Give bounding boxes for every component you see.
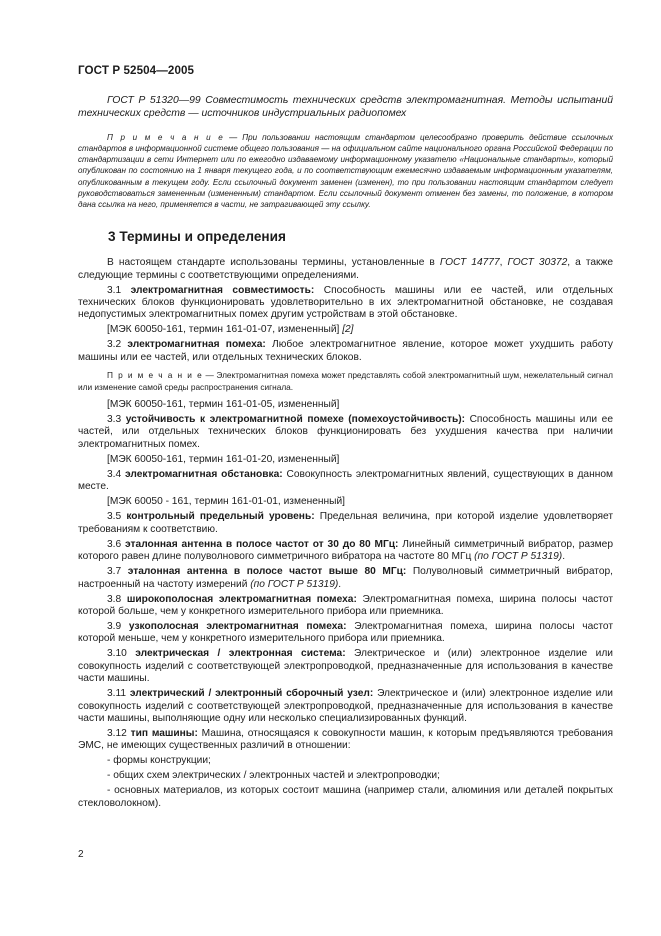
term-3-9: 3.9 узкополосная электромагнитная помеха: Электромагнитная помеха, ширина полосы частот которой меньше, чем у конкретного измерительного прибора или приемника. bbox=[78, 620, 613, 645]
page-number: 2 bbox=[78, 849, 84, 860]
ref-gost-14777: ГОСТ 14777 bbox=[439, 257, 500, 269]
term-definition: Способность машины или ее частей, или отдельных технических блоков функционировать удовлетворительно в их электромагнитной обстановке, не создавая недопустимых электромагнитных помех другим устройствам в этой обстановке. bbox=[78, 284, 613, 321]
ref-gost-30372: ГОСТ 30372 bbox=[507, 257, 568, 269]
term-definition: Любое электромагнитное явление, которое может ухудшить работу машины или ее частей, или отдельных технических блоков. bbox=[78, 339, 614, 363]
term-3-10: 3.10 электрическая / электронная система: Электрическое и (или) электронное изделие или совокупность изделий с соответствующей электропроводкой, предназначенные для использования в качестве части машины. bbox=[78, 648, 613, 685]
list-item: - основных материалов, из которых состоит машина (например стали, алюминия или деталей покрытых стекловолокном). bbox=[78, 785, 613, 809]
term-definition: Машина, относящаяся к совокупности машин, к которым предъявляются требования ЭМС, не имеющих существенных различий в отношении: bbox=[78, 727, 613, 752]
term-3-1-source: [МЭК 60050-161, термин 161-01-07, измененный] [2] bbox=[107, 324, 354, 336]
standard-ref: (по ГОСТ Р 51319) bbox=[250, 578, 339, 590]
term-3-1: 3.1 электромагнитная совместимость: Способность машины или ее частей, или отдельных технических блоков функционировать удовлетворительно в их электромагнитной обстановке, не создавая недопустимых электромагнитных помех другим устройствам в этой обстановке. bbox=[78, 284, 613, 321]
standard-ref: (по ГОСТ Р 51319) bbox=[474, 551, 563, 563]
term-definition: Линейный симметричный вибратор, размер которого равен длине полуволнового симметричного вибратора на частоте 80 МГц bbox=[78, 538, 613, 563]
term-3-12: 3.12 тип машины: Машина, относящаяся к совокупности машин, к которым предъявляются требования ЭМС, не имеющих существенных различий в отношении: bbox=[78, 727, 613, 752]
term-definition: Предельная величина, при которой изделие удовлетворяет требованиям к соответствию. bbox=[78, 511, 614, 535]
term-3-3-source: [МЭК 60050-161, термин 161-01-20, измененный] bbox=[107, 453, 340, 465]
term-name: электромагнитная обстановка: bbox=[125, 468, 283, 480]
document-header: ГОСТ Р 52504—2005 bbox=[78, 64, 195, 77]
bibliography-ref: [2] bbox=[342, 324, 354, 336]
note-interference bbox=[78, 370, 613, 393]
section-title: 3 Термины и определения bbox=[108, 229, 286, 245]
reference-standard: ГОСТ Р 51320—99 Совместимость технических средств электромагнитная. Методы испытаний технических средств — источников индустриальных радиопомех bbox=[78, 95, 613, 120]
term-3-2-source: [МЭК 60050-161, термин 161-01-05, измененный] bbox=[107, 399, 340, 411]
term-3-4-source: [МЭК 60050 - 161, термин 161-01-01, измененный] bbox=[107, 496, 346, 508]
term-definition: Электромагнитная помеха, ширина полосы частот которой меньше, чем у конкретного измерительного прибора или приемника. bbox=[78, 620, 613, 645]
term-definition: Полуволновый симметричный вибратор, настроенный на частоту измерений bbox=[78, 566, 614, 590]
note-text: — При пользовании настоящим стандартом целесообразно проверить действие ссылочных стандартов в информационной системе общего пользования — на официальном сайте национального органа Российской Федерации по стандартизации в сети Интернет или по ежегодно издаваемому информационному указателю «Национальные стандарты», который опубликован по состоянию на 1 января текущего года, и по соответствующим ежемесячно издаваемым информационным указателям, опубликованным в текущем году. Если ссылочный документ заменен (изменен), то при пользовании настоящим стандартом следует руководствоваться замененным (измененным) стандартом. Если ссылочный документ отменен без замены, то положение, в котором дана ссылка на него, применяется в части, не затрагивающей эту ссылку. bbox=[78, 132, 613, 210]
term-definition: Совокупность электромагнитных явлений, существующих в данном месте. bbox=[78, 468, 613, 493]
term-name: электрический / электронный сборочный узел: bbox=[129, 688, 374, 700]
term-name: устойчивость к электромагнитной помехе (помехоустойчивость): bbox=[125, 414, 466, 426]
term-definition: Электромагнитная помеха, ширина полосы частот которой больше, чем у конкретного измерительного прибора или приемника. bbox=[78, 593, 613, 617]
term-3-5: 3.5 контрольный предельный уровень: Предельная величина, при которой изделие удовлетворяет требованиям к соответствию. bbox=[78, 511, 614, 535]
list-item: - общих схем электрических / электронных частей и электропроводки; bbox=[107, 770, 440, 782]
term-definition: Электрическое и (или) электронное изделие или совокупность изделий с соответствующей электропроводкой, предназначенные для использования в качестве части машины, выполняющие одну или несколько специализированных функций. bbox=[78, 688, 614, 724]
note-label: П р и м е ч а н и е bbox=[107, 370, 203, 381]
term-3-2: 3.2 электромагнитная помеха: Любое электромагнитное явление, которое может ухудшить работу машины или ее частей, или отдельных технических блоков. bbox=[78, 339, 614, 363]
term-name: электрическая / электронная система: bbox=[135, 648, 346, 660]
term-3-8: 3.8 широкополосная электромагнитная помеха: Электромагнитная помеха, ширина полосы частот которой больше, чем у конкретного измерительного прибора или приемника. bbox=[78, 593, 613, 617]
term-name: эталонная антенна в полосе частот от 30 до 80 МГц: bbox=[125, 538, 399, 550]
term-3-4: 3.4 электромагнитная обстановка: Совокупность электромагнитных явлений, существующих в данном месте. bbox=[78, 468, 613, 493]
note-label: П р и м е ч а н и е bbox=[107, 132, 225, 142]
term-definition: Способность машины или ее частей, или отдельных технических блоков функционировать без ухудшения качества при наличии электромагнитных помех. bbox=[78, 414, 613, 450]
term-name: контрольный предельный уровень: bbox=[126, 511, 315, 523]
list-item: - формы конструкции; bbox=[107, 755, 211, 767]
term-name: электромагнитная совместимость: bbox=[130, 284, 315, 296]
term-3-3: 3.3 устойчивость к электромагнитной помехе (помехоустойчивость): Способность машины или ее частей, или отдельных технических блоков функционировать без ухудшения качества при наличии электромагнитных помех. bbox=[78, 414, 613, 450]
term-name: электромагнитная помеха: bbox=[127, 339, 266, 351]
term-name: широкополосная электромагнитная помеха: bbox=[126, 593, 357, 605]
term-3-6: 3.6 эталонная антенна в полосе частот от 30 до 80 МГц: Линейный симметричный вибратор, размер которого равен длине полуволнового симметричного вибратора на частоте 80 МГц (по ГОСТ Р 51319). bbox=[78, 538, 613, 563]
term-3-11: 3.11 электрический / электронный сборочный узел: Электрическое и (или) электронное изделие или совокупность изделий с соответствующей электропроводкой, предназначенные для использования в качестве части машины, выполняющие одну или несколько специализированных функций. bbox=[78, 688, 614, 724]
intro-paragraph: В настоящем стандарте использованы термины, установленные в ГОСТ 14777, ГОСТ 30372, а также следующие термины с соответствующими определениями. bbox=[78, 257, 613, 281]
term-name: узкополосная электромагнитная помеха: bbox=[128, 620, 347, 632]
term-definition: Электрическое и (или) электронное изделие или совокупность изделий с соответствующей электропроводкой, предназначенные для использования в качестве части машины. bbox=[78, 648, 613, 685]
term-name: эталонная антенна в полосе частот выше 80 МГц: bbox=[127, 566, 407, 578]
note-text: — Электромагнитная помеха может представлять собой электромагнитный шум, нежелательный сигнал или изменение самой среды распространения сигнала. bbox=[78, 370, 613, 392]
note-reference-check bbox=[78, 132, 613, 210]
term-3-7: 3.7 эталонная антенна в полосе частот выше 80 МГц: Полуволновый симметричный вибратор, настроенный на частоту измерений (по ГОСТ Р 51319). bbox=[78, 566, 614, 590]
term-name: тип машины: bbox=[130, 727, 198, 739]
